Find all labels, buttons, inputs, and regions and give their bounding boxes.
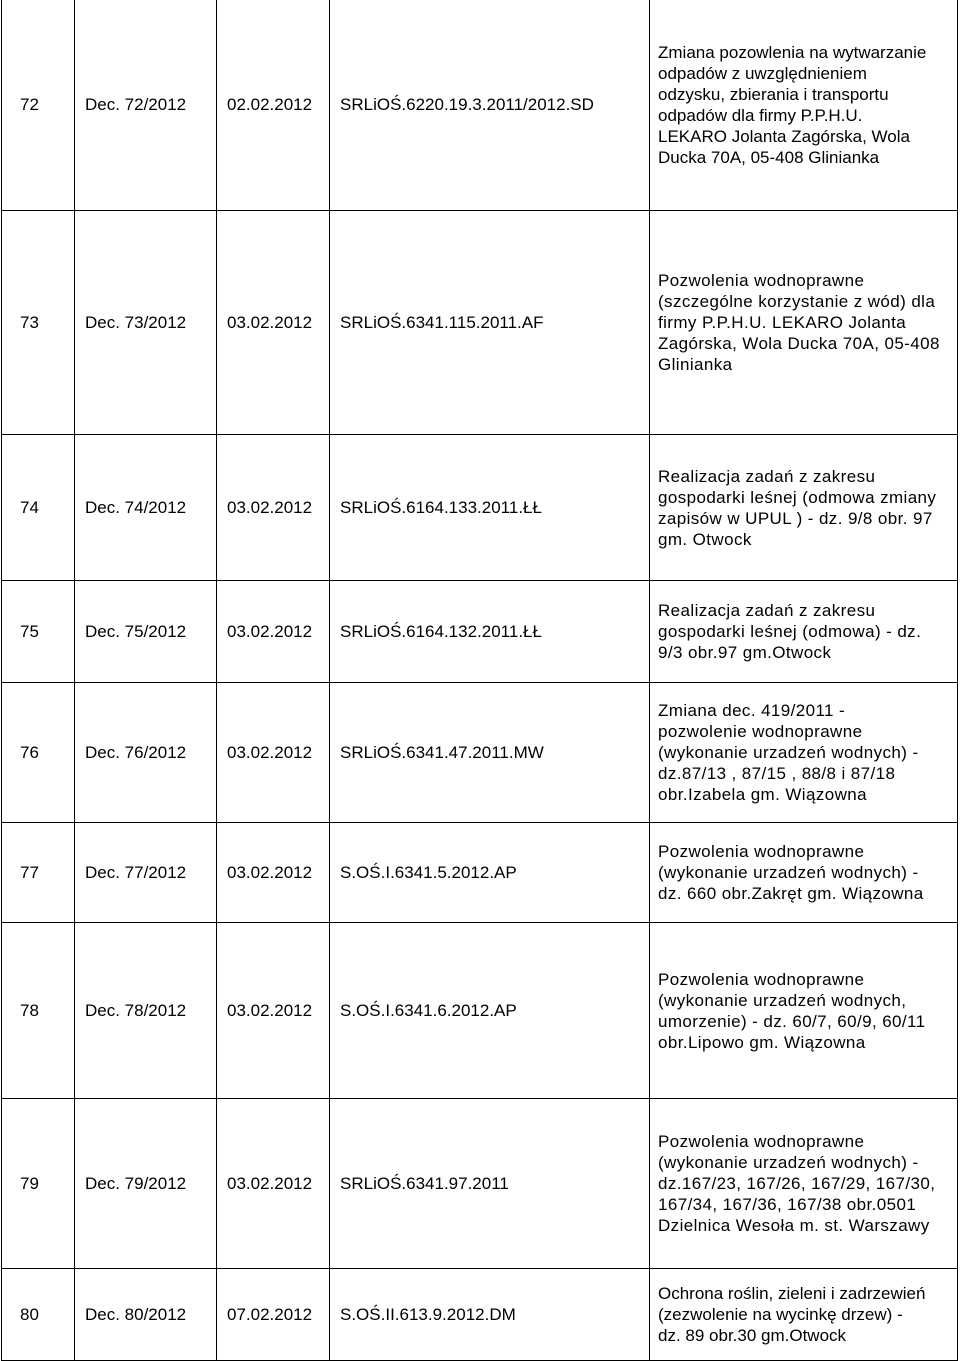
decision-description — [650, 683, 958, 823]
description-line: firmy P.P.H.U. LEKARO Jolanta — [658, 313, 907, 332]
table-row — [2, 0, 958, 211]
decision-description — [650, 1269, 958, 1361]
description-line: Pozwolenia wodnoprawne — [658, 1132, 865, 1151]
description-line: Realizacja zadań z zakresu — [658, 601, 876, 620]
description-line: (wykonanie urzadzeń wodnych) - — [658, 743, 919, 762]
description-line: Ducka 70A, 05-408 Glinianka — [658, 147, 880, 167]
decision-description — [650, 581, 958, 683]
case-signature: SRLiOŚ.6341.115.2011.AF — [330, 211, 650, 435]
description-line: 9/3 obr.97 gm.Otwock — [658, 643, 832, 662]
description-line: zapisów w UPUL ) - dz. 9/8 obr. 97 — [658, 508, 933, 528]
table-row — [2, 435, 958, 581]
decision-date: 02.02.2012 — [217, 0, 330, 211]
decision-description — [650, 923, 958, 1099]
description-line: obr.Lipowo gm. Wiązowna — [658, 1032, 866, 1052]
description-line: (wykonanie urzadzeń wodnych) - — [658, 1153, 919, 1172]
case-signature: SRLiOŚ.6164.132.2011.ŁŁ — [330, 581, 650, 683]
row-number: 72 — [2, 0, 75, 211]
case-signature: S.OŚ.I.6341.6.2012.AP — [330, 923, 650, 1099]
table-row — [2, 683, 958, 823]
description-line: obr.Izabela gm. Wiązowna — [658, 785, 867, 804]
description-line: Pozwolenia wodnoprawne — [658, 969, 865, 989]
description-line: dz.87/13 , 87/15 , 88/8 i 87/18 — [658, 764, 896, 783]
decision-date: 03.02.2012 — [217, 923, 330, 1099]
description-line: odpadów dla firmy P.P.H.U. — [658, 105, 863, 125]
decision-date: 03.02.2012 — [217, 823, 330, 923]
decision-number: Dec. 80/2012 — [75, 1269, 217, 1361]
decision-number: Dec. 79/2012 — [75, 1099, 217, 1269]
row-number: 75 — [2, 581, 75, 683]
description-line: (zezwolenie na wycinkę drzew) - — [658, 1305, 903, 1324]
case-signature: SRLiOŚ.6220.19.3.2011/2012.SD — [330, 0, 650, 211]
decision-description — [650, 1099, 958, 1269]
decision-description — [650, 823, 958, 923]
table-row — [2, 581, 958, 683]
description-line: gospodarki leśnej (odmowa) - dz. — [658, 622, 922, 641]
description-line: gm. Otwock — [658, 529, 752, 549]
row-number: 78 — [2, 923, 75, 1099]
case-signature: SRLiOŚ.6341.97.2011 — [330, 1099, 650, 1269]
description-line: Ochrona roślin, zieleni i zadrzewień — [658, 1284, 926, 1303]
description-line: umorzenie) - dz. 60/7, 60/9, 60/11 — [658, 1011, 926, 1031]
row-number: 77 — [2, 823, 75, 923]
decision-date: 07.02.2012 — [217, 1269, 330, 1361]
decision-date: 03.02.2012 — [217, 581, 330, 683]
description-line: Pozwolenia wodnoprawne — [658, 271, 865, 290]
decision-date: 03.02.2012 — [217, 683, 330, 823]
decision-number: Dec. 74/2012 — [75, 435, 217, 581]
decision-number: Dec. 73/2012 — [75, 211, 217, 435]
row-number: 80 — [2, 1269, 75, 1361]
description-line: (wykonanie urzadzeń wodnych, — [658, 990, 907, 1010]
description-line: LEKARO Jolanta Zagórska, Wola — [658, 126, 910, 146]
description-line: Pozwolenia wodnoprawne — [658, 842, 865, 861]
description-line: pozwolenie wodnoprawne — [658, 722, 863, 741]
case-signature: S.OŚ.II.613.9.2012.DM — [330, 1269, 650, 1361]
table-row — [2, 1269, 958, 1361]
row-number: 76 — [2, 683, 75, 823]
description-line: Zagórska, Wola Ducka 70A, 05-408 — [658, 334, 940, 353]
decision-description — [650, 435, 958, 581]
case-signature: SRLiOŚ.6341.47.2011.MW — [330, 683, 650, 823]
description-line: Dzielnica Wesoła m. st. Warszawy — [658, 1216, 930, 1235]
row-number: 73 — [2, 211, 75, 435]
table-row — [2, 211, 958, 435]
decision-number: Dec. 78/2012 — [75, 923, 217, 1099]
description-line: odzysku, zbierania i transportu — [658, 84, 889, 104]
case-signature: S.OŚ.I.6341.5.2012.AP — [330, 823, 650, 923]
description-line: Realizacja zadań z zakresu — [658, 466, 876, 486]
row-number: 79 — [2, 1099, 75, 1269]
description-line: 167/34, 167/36, 167/38 obr.0501 — [658, 1195, 917, 1214]
description-line: (szczególne korzystanie z wód) dla — [658, 292, 936, 311]
table-row — [2, 823, 958, 923]
decision-number: Dec. 77/2012 — [75, 823, 217, 923]
case-signature: SRLiOŚ.6164.133.2011.ŁŁ — [330, 435, 650, 581]
decision-number: Dec. 76/2012 — [75, 683, 217, 823]
table-row — [2, 1099, 958, 1269]
description-line: odpadów z uwzględnieniem — [658, 63, 867, 83]
description-line: dz.167/23, 167/26, 167/29, 167/30, — [658, 1174, 936, 1193]
description-line: Zmiana dec. 419/2011 - — [658, 701, 846, 720]
row-number: 74 — [2, 435, 75, 581]
description-line: dz. 89 obr.30 gm.Otwock — [658, 1326, 847, 1345]
description-line: (wykonanie urzadzeń wodnych) - — [658, 863, 919, 882]
decision-description — [650, 211, 958, 435]
decision-date: 03.02.2012 — [217, 211, 330, 435]
table-row — [2, 923, 958, 1099]
decision-description — [650, 0, 958, 211]
decision-date: 03.02.2012 — [217, 435, 330, 581]
description-line: Zmiana pozowlenia na wytwarzanie — [658, 42, 927, 62]
description-line: gospodarki leśnej (odmowa zmiany — [658, 487, 937, 507]
description-line: dz. 660 obr.Zakręt gm. Wiązowna — [658, 884, 924, 903]
decisions-table — [1, 0, 958, 1361]
decision-date: 03.02.2012 — [217, 1099, 330, 1269]
decision-number: Dec. 72/2012 — [75, 0, 217, 211]
description-line: Glinianka — [658, 355, 733, 374]
decision-number: Dec. 75/2012 — [75, 581, 217, 683]
